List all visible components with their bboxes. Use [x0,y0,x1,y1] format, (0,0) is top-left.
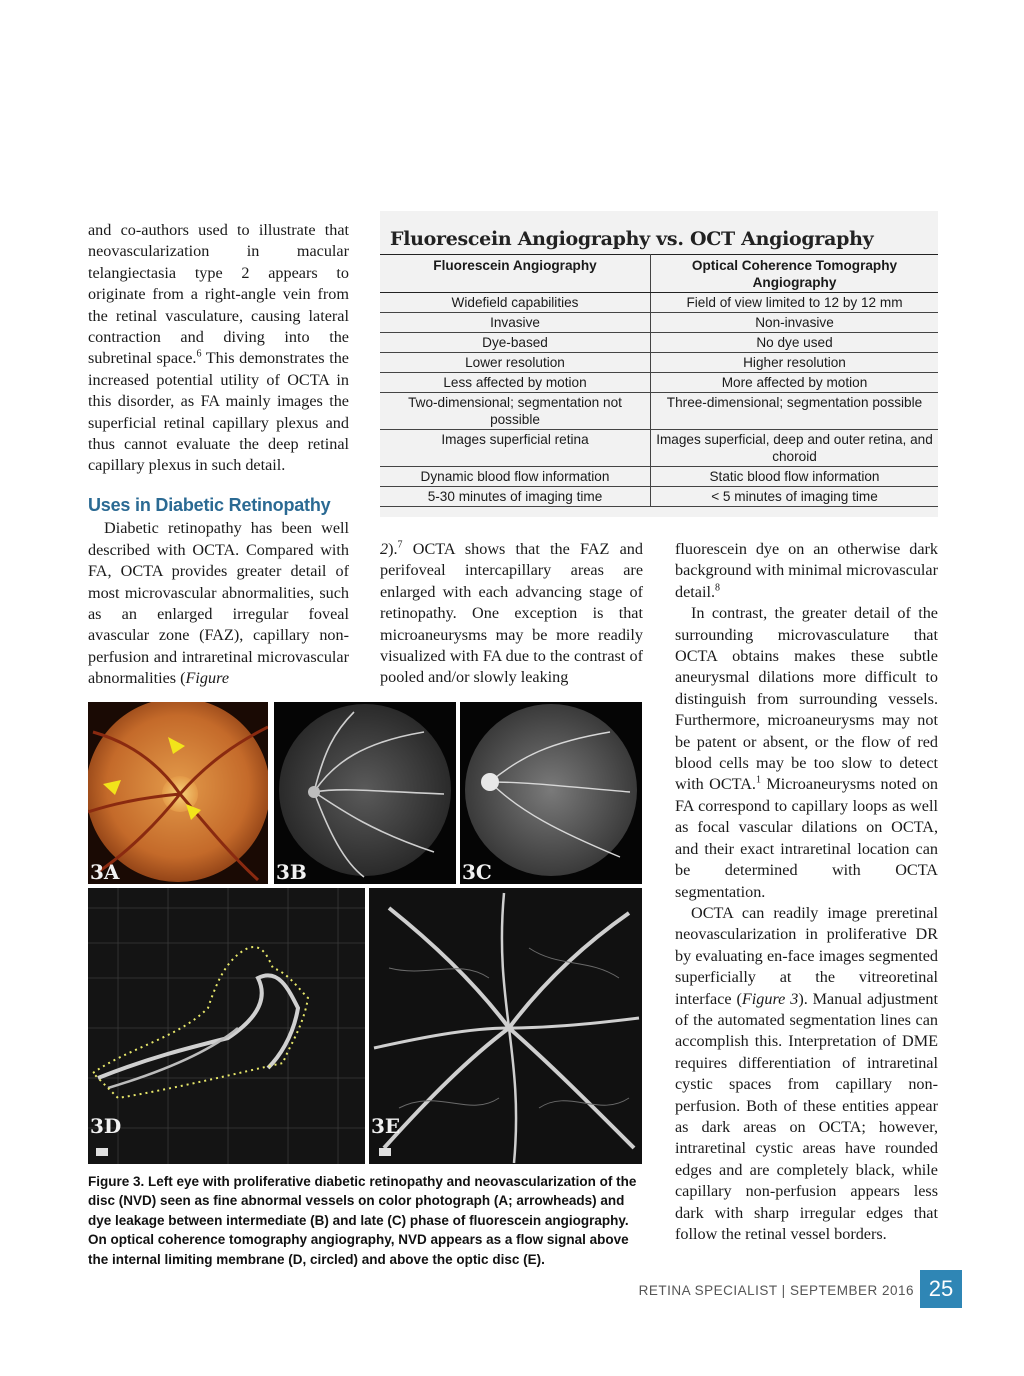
table-cell-fa: Widefield capabilities [380,293,651,313]
table-cell-fa: Less affected by motion [380,373,651,393]
panel-label-3b: 3B [276,860,307,884]
table-cell-fa: 5-30 minutes of imaging time [380,487,651,507]
figure-caption: Figure 3. Left eye with proliferative diabetic retinopathy and neovascularization of the disc (NVD) seen as fine abnormal vessels on color photograph (A; arrowheads) and dye leakage between intermediate (B) and late (C) phase of fluorescein angiography. On optical coherence tomography angiography, NVD appears as a flow signal above the internal limiting membrane (D, circled) and above the optic disc (E). [88,1174,637,1267]
fa-late-image [460,702,642,884]
table-header-fa: Fluorescein Angiography [380,255,651,293]
left-paragraph-2: Diabetic retinopathy has been well described with OCTA. Compared with FA, OCTA provides greater detail of most microvascular abnormalities, such as an enlarged irregular foveal avascular zone (FAZ), capillary non-perfusion and intraretinal microvascular abnormalities (Figure [88,519,349,688]
right-paragraph-2: In contrast, the greater detail of the surrounding microvasculature that OCTA obtains makes these subtle aneurysmal dilations more difficult to distinguish from surrounding vessels. Furthermore, microaneurysms may not be patent or absent, or the flow of red blood cells may be too slow to detect with OCTA.$^1$ Microaneurysms noted on FA correspond to capillary loops as well as focal vascular dilations on OCTA, and their exact intraretinal location can be determined with OCTA segmentation. [675,604,939,901]
figure-3 [88,702,642,1164]
table-cell-fa: Images superficial retina [380,430,651,467]
section-heading: Uses in Diabetic Retinopathy [88,494,331,515]
table-row [380,430,938,467]
table-title: Fluorescein Angiography vs. OCT Angiography [390,228,874,250]
panel-3e-octa-disc [369,888,642,1164]
left-column [88,220,349,690]
table-row [380,393,938,430]
panel-3d-octa-nvd [88,888,365,1164]
table-cell-octa: Higher resolution [651,353,939,373]
right-column [675,539,938,1245]
table-cell-octa: Images superficial, deep and outer retina, and choroid [651,430,939,467]
middle-paragraph: 2).$^7$ OCTA shows that the FAZ and perifoveal intercapillary areas are enlarged with each advancing stage of retinopathy. One exception is that microaneurysms may be more readily visualized with FA due to the contrast of pooled and/or slowly leaking [380,539,643,687]
table-cell-octa: < 5 minutes of imaging time [651,487,939,507]
table-cell-fa: Invasive [380,313,651,333]
table-cell-fa: Lower resolution [380,353,651,373]
panel-3a-fundus-photo [88,702,268,884]
octa-disc-image [369,888,642,1164]
table-cell-octa: Field of view limited to 12 by 12 mm [651,293,939,313]
middle-column [380,539,643,689]
left-paragraph-1: and co-authors used to illustrate that neovascularization in macular telangiectasia type 2 appears to originate from a right-angle vein from the retinal vasculature, causing lateral contraction and diving into the subretinal space.$^6$ This demonstrates the increased potential utility of OCTA in this disorder, as FA mainly images the superficial retinal capillary plexus and thus cannot evaluate the deep retinal capillary plexus in such detail. [88,221,349,475]
panel-label-3d: 3D [90,1114,122,1138]
right-paragraph-1: fluorescein dye on an otherwise dark background with minimal microvascular detail.$^8$ [675,540,938,601]
table-cell-fa: Dynamic blood flow information [380,467,651,487]
fa-intermediate-image [274,702,456,884]
panel-3b-fa-intermediate [274,702,456,884]
table-cell-octa: More affected by motion [651,373,939,393]
table-row [380,313,938,333]
table-cell-octa: Static blood flow information [651,467,939,487]
table-cell-fa: Two-dimensional; segmentation not possible [380,393,651,430]
panel-3c-fa-late [460,702,642,884]
table-row [380,333,938,353]
comparison-table [380,254,938,507]
table-header-octa: Optical Coherence Tomography Angiography [651,255,939,293]
panel-label-3a: 3A [90,860,120,884]
table-cell-fa: Dye-based [380,333,651,353]
octa-nvd-image [88,888,365,1164]
table-row [380,467,938,487]
right-paragraph-3: OCTA can readily image preretinal neovascularization in proliferative DR by evaluating en-face images segmented superficially at the vitreoretinal interface (Figure 3). Manual adjustment of the automated segmentation lines can accomplish this. Interpretation of DME requires differentiation of intraretinal cystic spaces from capillary non-perfusion. Both of these entities appear as dark areas on OCTA; however, intraretinal cystic areas have rounded edges and are completely black, while capillary non-perfusion appears less dark with sharp irregular edges that follow the retinal vessel borders. [675,903,939,1243]
page-number: 25 [920,1270,962,1308]
table-cell-octa: No dye used [651,333,939,353]
panel-label-3e: 3E [371,1114,401,1138]
table-row [380,487,938,507]
table-row [380,353,938,373]
table-cell-octa: Non-invasive [651,313,939,333]
table-header-row [380,255,938,293]
footer-journal: RETINA SPECIALIST | SEPTEMBER 2016 [638,1283,914,1298]
fundus-photo-image [88,702,268,884]
table-row [380,373,938,393]
panel-label-3c: 3C [462,860,492,884]
table-row [380,293,938,313]
table-cell-octa: Three-dimensional; segmentation possible [651,393,939,430]
